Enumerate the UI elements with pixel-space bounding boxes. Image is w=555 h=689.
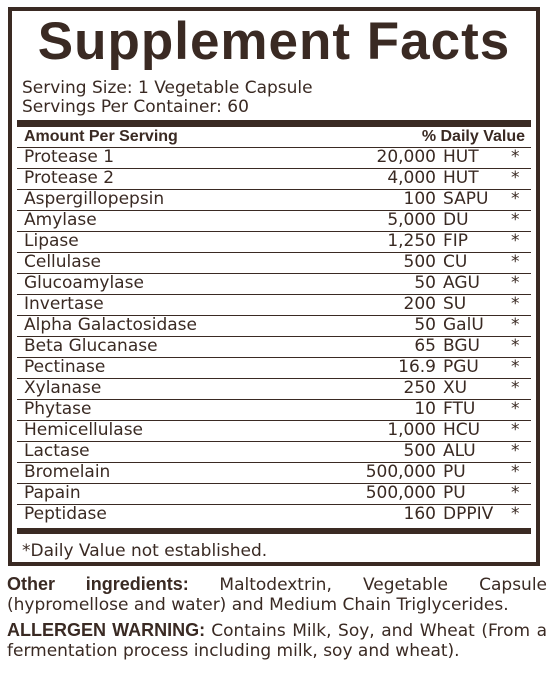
nutrient-name: Aspergillopepsin [24, 189, 165, 209]
daily-value-mark: * [511, 147, 520, 167]
servings-per-container: Servings Per Container: 60 [22, 97, 249, 117]
nutrient-unit: HCU [443, 420, 481, 440]
nutrient-amount: 1,000 [387, 420, 436, 440]
daily-value-mark: * [511, 441, 520, 461]
table-row [17, 337, 531, 358]
nutrient-name: Bromelain [24, 462, 111, 482]
other-ingredients-text: Maltodextrin, Vegetable Capsule (hypromellose and water) and Medium Chain Triglycerides. [7, 575, 548, 615]
nutrient-name: Beta Glucanase [24, 336, 158, 356]
table-row [17, 295, 531, 316]
daily-value-mark: * [511, 231, 520, 251]
daily-value-mark: * [511, 378, 520, 398]
nutrient-name: Hemicellulase [24, 420, 144, 440]
nutrient-unit: SAPU [443, 189, 489, 209]
daily-value-mark: * [511, 294, 520, 314]
daily-value-footnote: *Daily Value not established. [22, 541, 268, 561]
daily-value-mark: * [511, 462, 520, 482]
nutrient-amount: 65 [414, 336, 436, 356]
table-row [17, 232, 531, 253]
nutrient-amount: 16.9 [398, 357, 436, 377]
nutrient-amount: 500,000 [365, 483, 436, 503]
nutrient-unit: HUT [443, 147, 479, 167]
nutrient-unit: SU [443, 294, 467, 314]
nutrient-name: Protease 1 [24, 147, 115, 167]
daily-value-mark: * [511, 189, 520, 209]
nutrient-amount: 250 [403, 378, 436, 398]
table-row [17, 169, 531, 190]
nutrient-name: Protease 2 [24, 168, 115, 188]
daily-value-mark: * [511, 357, 520, 377]
daily-value-mark: * [511, 420, 520, 440]
daily-value-mark: * [511, 504, 520, 524]
nutrient-name: Pectinase [24, 357, 106, 377]
table-row [17, 400, 531, 421]
thick-divider-top [17, 120, 531, 127]
allergen-warning-text: Contains Milk, Soy, and Wheat (From a fermentation process including milk, soy and wheat). [7, 621, 548, 661]
nutrient-name: Amylase [24, 210, 97, 230]
nutrient-unit: DU [443, 210, 469, 230]
supplement-facts-panel [8, 7, 540, 566]
nutrient-amount: 50 [414, 315, 436, 335]
table-row [17, 463, 531, 484]
nutrient-unit: PU [443, 483, 466, 503]
nutrient-name: Xylanase [24, 378, 102, 398]
other-ingredients-label: Other ingredients: [7, 574, 220, 594]
table-row [17, 421, 531, 442]
nutrient-name: Invertase [24, 294, 104, 314]
nutrient-amount: 50 [414, 273, 436, 293]
table-row [17, 190, 531, 211]
amount-per-serving-header: Amount Per Serving [24, 128, 178, 145]
table-row [17, 442, 531, 463]
allergen-warning [7, 620, 547, 661]
table-row [17, 211, 531, 232]
table-row [17, 274, 531, 295]
daily-value-mark: * [511, 315, 520, 335]
nutrient-unit: CU [443, 252, 468, 272]
daily-value-mark: * [511, 252, 520, 272]
nutrient-amount: 200 [403, 294, 436, 314]
nutrient-unit: FIP [443, 231, 469, 251]
other-ingredients [7, 574, 547, 615]
serving-size: Serving Size: 1 Vegetable Capsule [22, 78, 313, 98]
nutrient-amount: 20,000 [376, 147, 436, 167]
nutrient-amount: 1,250 [387, 231, 436, 251]
nutrient-unit: FTU [443, 399, 476, 419]
nutrient-name: Phytase [24, 399, 92, 419]
nutrient-unit: BGU [443, 336, 480, 356]
nutrient-name: Lactase [24, 441, 90, 461]
table-row [17, 148, 531, 169]
daily-value-mark: * [511, 168, 520, 188]
nutrient-amount: 160 [403, 504, 436, 524]
table-row [17, 505, 531, 526]
nutrient-amount: 10 [414, 399, 436, 419]
table-row [17, 379, 531, 400]
nutrient-unit: AGU [443, 273, 480, 293]
table-row [17, 484, 531, 505]
daily-value-mark: * [511, 336, 520, 356]
nutrient-unit: DPPIV [443, 504, 494, 524]
nutrient-amount: 500,000 [365, 462, 436, 482]
nutrient-name: Peptidase [24, 504, 107, 524]
table-row [17, 316, 531, 337]
nutrient-unit: PU [443, 462, 466, 482]
nutrient-name: Cellulase [24, 252, 102, 272]
nutrient-unit: PGU [443, 357, 479, 377]
nutrient-name: Papain [24, 483, 81, 503]
nutrient-amount: 4,000 [387, 168, 436, 188]
nutrient-amount: 500 [403, 441, 436, 461]
daily-value-header: % Daily Value [421, 128, 525, 145]
nutrient-unit: GalU [443, 315, 484, 335]
nutrient-unit: XU [443, 378, 468, 398]
thick-divider-bottom [17, 528, 531, 534]
nutrient-unit: ALU [443, 441, 476, 461]
daily-value-mark: * [511, 483, 520, 503]
daily-value-mark: * [511, 399, 520, 419]
nutrient-unit: HUT [443, 168, 479, 188]
nutrient-name: Lipase [24, 231, 79, 251]
nutrient-amount: 100 [403, 189, 436, 209]
table-row [17, 358, 531, 379]
nutrient-amount: 500 [403, 252, 436, 272]
nutrient-name: Alpha Galactosidase [24, 315, 197, 335]
nutrient-name: Glucoamylase [24, 273, 144, 293]
daily-value-mark: * [511, 210, 520, 230]
table-row [17, 253, 531, 274]
daily-value-mark: * [511, 273, 520, 293]
nutrient-amount: 5,000 [387, 210, 436, 230]
panel-title: Supplement Facts [37, 12, 511, 71]
allergen-warning-label: ALLERGEN WARNING: [7, 620, 212, 640]
